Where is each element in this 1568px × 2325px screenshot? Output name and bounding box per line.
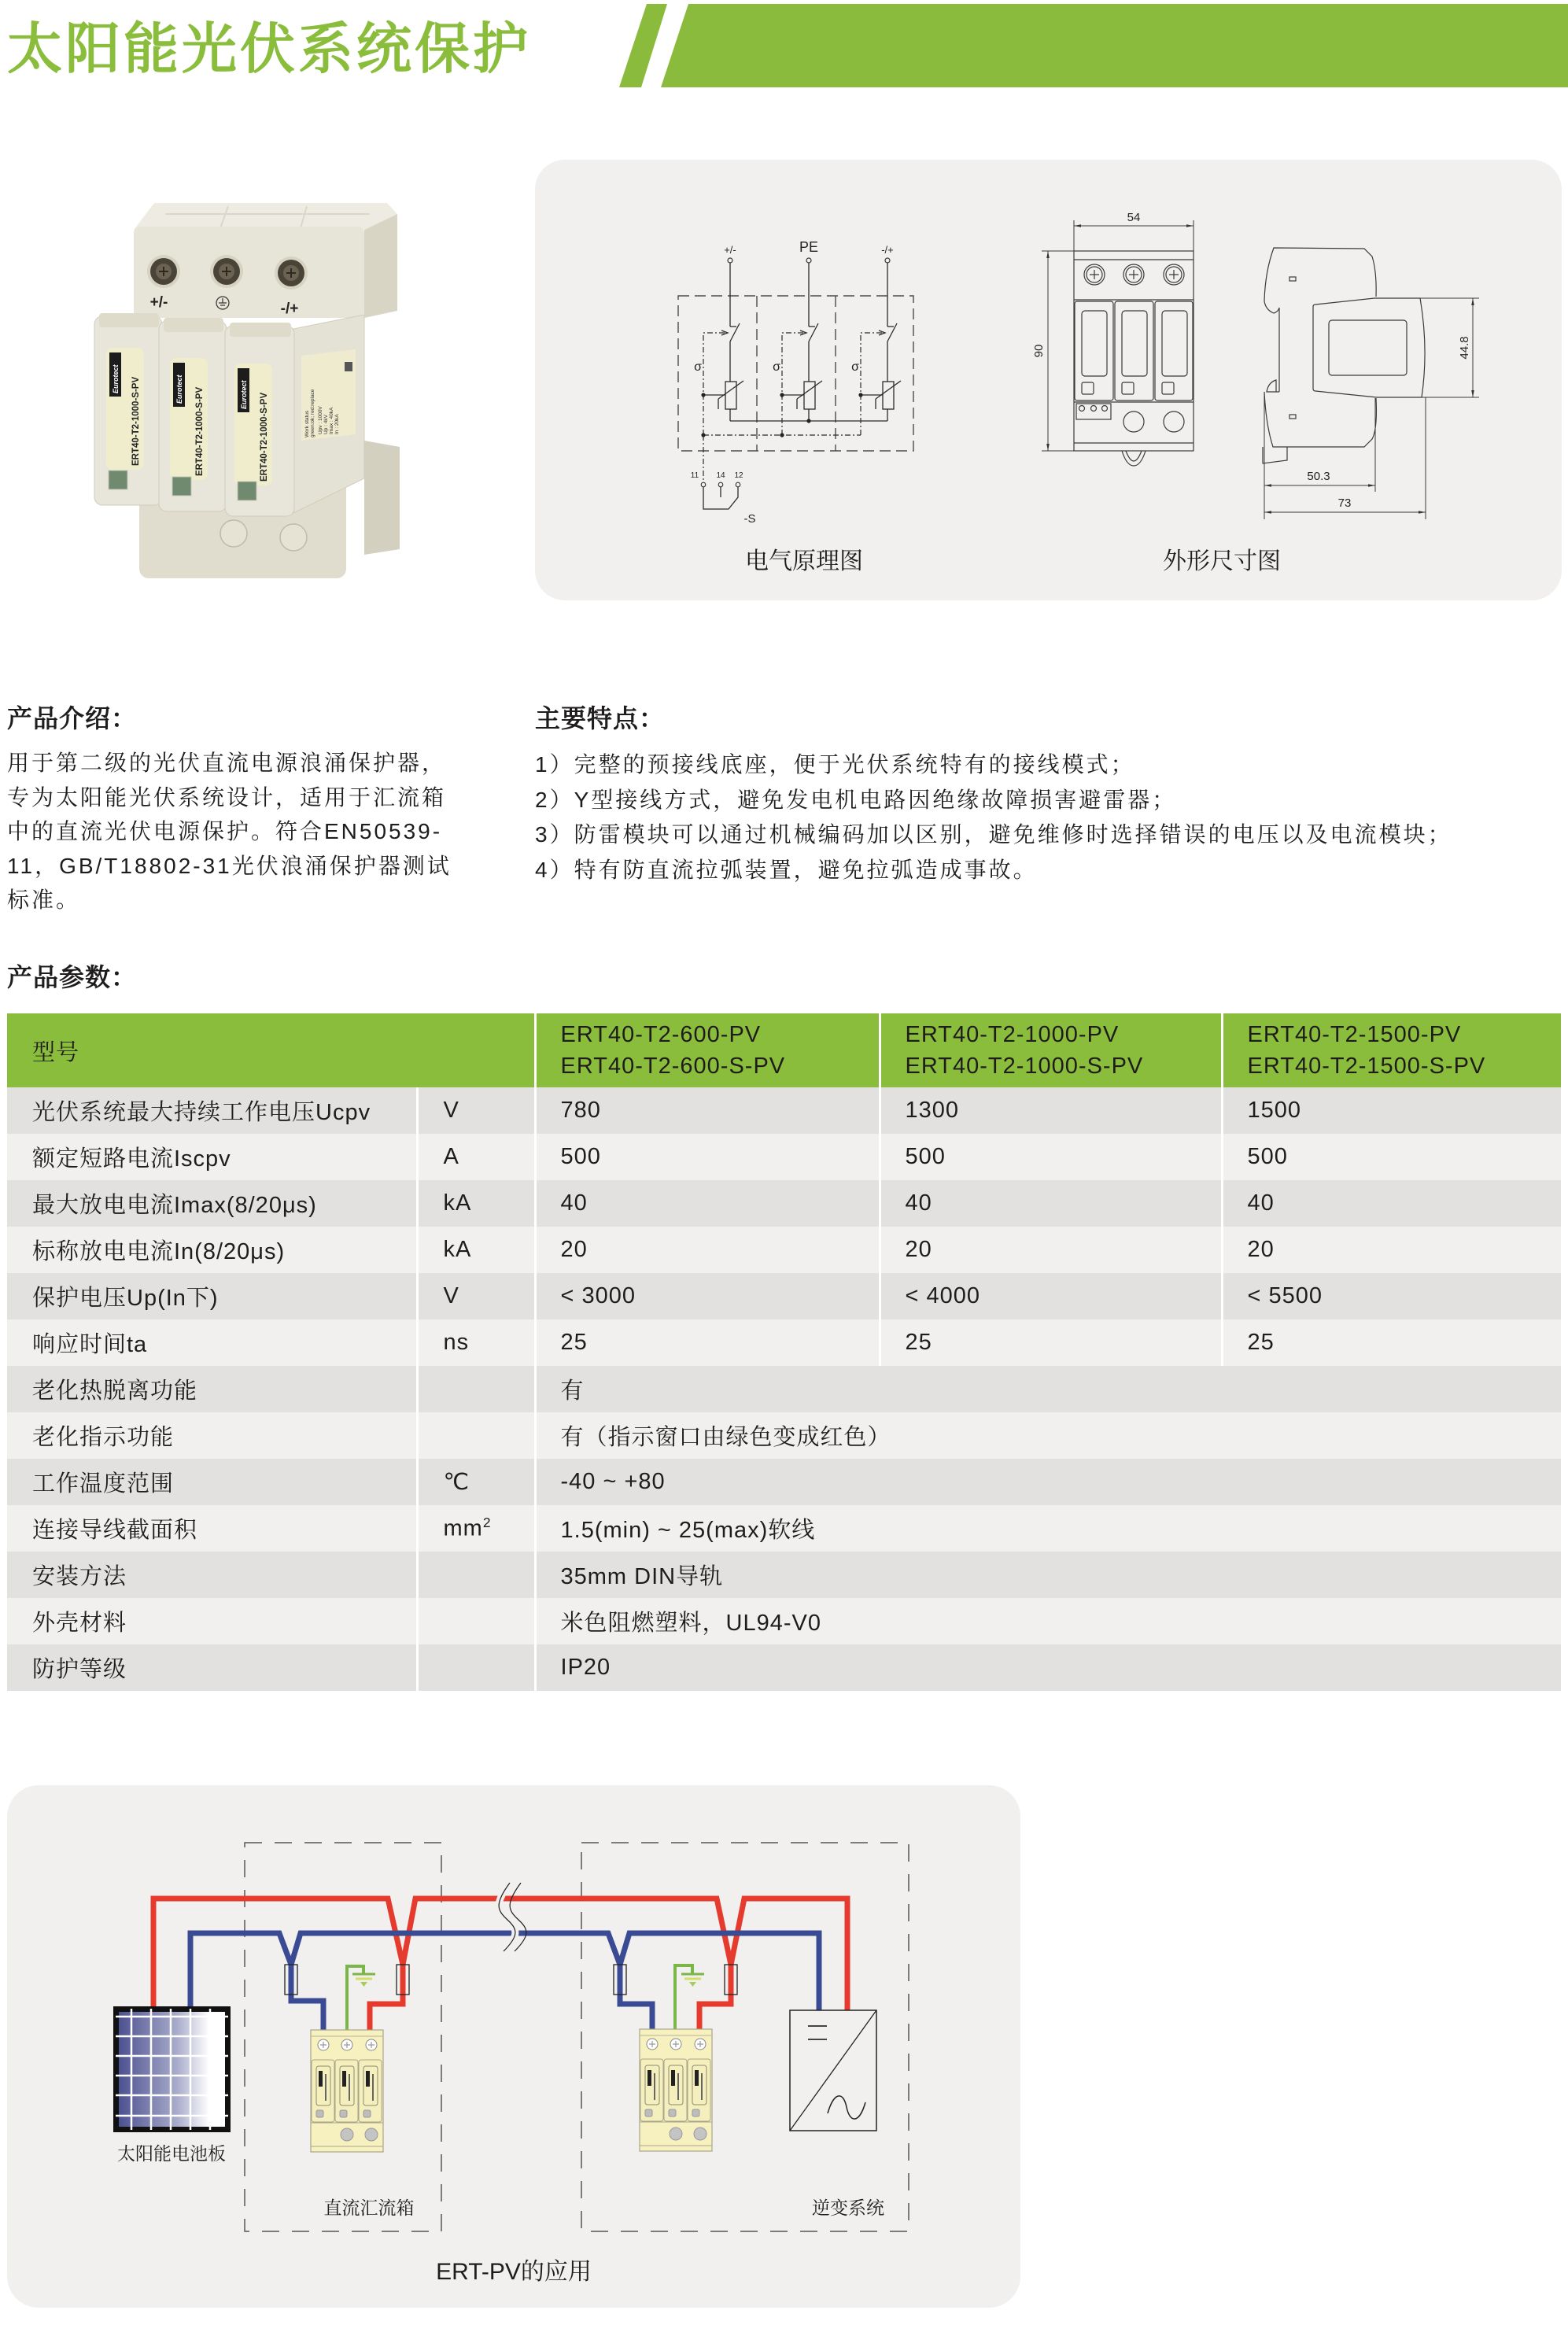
module-model-label: ERT40-T2-1000-S-PV — [195, 386, 205, 476]
param-unit — [417, 1412, 535, 1459]
model-name: ERT40-T2-600-PV — [560, 1022, 762, 1047]
param-label: 外壳材料 — [7, 1598, 417, 1644]
line-break-icon — [499, 1883, 526, 1951]
param-value: 米色阻燃塑料，UL94-V0 — [535, 1598, 1561, 1644]
param-value: 40 — [535, 1180, 880, 1227]
table-row — [7, 1644, 1561, 1691]
brand-label: Eurotect — [112, 364, 120, 393]
param-unit-superscript: 2 — [482, 1515, 492, 1531]
param-label: 老化热脱离功能 — [7, 1366, 417, 1412]
brand-label: Eurotect — [175, 375, 183, 404]
param-label: 最大放电电流Imax(8/20μs) — [7, 1180, 417, 1227]
qr-code-icon — [345, 362, 352, 371]
param-label: 连接导线截面积 — [7, 1505, 417, 1552]
terminal-screw-icon — [147, 255, 180, 288]
side-label-line: green:ok; red:replace — [310, 389, 315, 437]
param-value: 20 — [880, 1227, 1222, 1273]
table-row — [7, 1505, 1561, 1552]
param-label: 工作温度范围 — [7, 1459, 417, 1505]
side-label-line: Up : 4kV — [323, 415, 329, 434]
param-value: 25 — [1222, 1319, 1561, 1366]
solar-panel-icon — [113, 2006, 231, 2132]
model-name: ERT40-T2-1000-PV — [905, 1022, 1120, 1047]
table-row — [7, 1319, 1561, 1366]
dimension-depth-total: 73 — [1337, 496, 1352, 510]
sigma-label: σ — [694, 360, 702, 374]
param-value: 25 — [535, 1319, 880, 1366]
brand-label: Eurotect — [240, 380, 248, 409]
param-unit: ns — [417, 1319, 535, 1366]
table-row — [7, 1366, 1561, 1412]
combiner-box-label: 直流汇流箱 — [323, 2198, 415, 2218]
intro-heading: 产品介绍： — [7, 704, 138, 733]
spd-module — [159, 318, 227, 511]
side-label-line: Upv : 1000V — [318, 406, 323, 434]
feature-item: 2）Y型接线方式，避免发电机电路因绝缘故障损害避雷器； — [535, 787, 1177, 812]
header-accent-bar — [0, 0, 1568, 94]
dimension-drawing-side — [1263, 248, 1425, 463]
param-value: 20 — [535, 1227, 880, 1273]
features-heading: 主要特点： — [535, 704, 666, 733]
accent-stripe — [619, 4, 667, 87]
side-label-line: Work status — [304, 410, 310, 437]
spd-module — [94, 313, 162, 505]
param-unit: kA — [417, 1180, 535, 1227]
param-unit — [417, 1644, 535, 1691]
param-unit-base: mm — [443, 1515, 483, 1541]
param-value: 780 — [535, 1087, 880, 1134]
param-unit — [417, 1505, 535, 1552]
param-label: 防护等级 — [7, 1644, 417, 1691]
table-row — [7, 1227, 1561, 1273]
intro-text — [7, 746, 452, 917]
dimension-depth-body: 50.3 — [1307, 470, 1330, 483]
param-label: 光伏系统最大持续工作电压Ucpv — [7, 1087, 417, 1134]
table-row — [7, 1598, 1561, 1644]
feature-item: 4）特有防直流拉弧装置，避免拉弧造成事故。 — [535, 857, 1038, 882]
aux-contact-label: 14 — [716, 471, 725, 480]
features-list — [535, 747, 1452, 888]
page-title: 太阳能光伏系统保护 — [7, 18, 531, 79]
dimension-caption: 外形尺寸图 — [1163, 548, 1281, 574]
fuse-icon — [285, 1965, 737, 1995]
aux-contact-label: 11 — [690, 471, 699, 480]
param-unit: ℃ — [417, 1459, 535, 1505]
electrical-schematic — [535, 160, 1562, 600]
param-unit: V — [417, 1273, 535, 1319]
table-row — [7, 1087, 1561, 1134]
model-name: ERT40-T2-600-S-PV — [560, 1054, 786, 1079]
side-label-line: Imax : 40kA — [329, 407, 334, 434]
param-label: 额定短路电流Iscpv — [7, 1134, 417, 1180]
terminal-label-left: +/- — [149, 294, 168, 311]
sigma-label: σ — [773, 360, 780, 374]
param-value: 有（指示窗口由绿色变成红色） — [535, 1412, 1561, 1459]
table-row — [7, 1412, 1561, 1459]
model-name: ERT40-T2-1500-S-PV — [1247, 1054, 1486, 1079]
param-unit — [417, 1366, 535, 1412]
model-name: ERT40-T2-1000-S-PV — [905, 1054, 1144, 1079]
param-unit: kA — [417, 1227, 535, 1273]
param-value: IP20 — [535, 1644, 1561, 1691]
param-value: < 3000 — [535, 1273, 880, 1319]
terminal-label: +/- — [724, 244, 736, 256]
param-value: 40 — [880, 1180, 1222, 1227]
aux-contact-label: 12 — [734, 471, 743, 480]
param-value: 1500 — [1222, 1087, 1561, 1134]
param-label: 老化指示功能 — [7, 1412, 417, 1459]
param-label: 标称放电电流In(8/20μs) — [7, 1227, 417, 1273]
param-value: 20 — [1222, 1227, 1561, 1273]
param-unit: V — [417, 1087, 535, 1134]
terminal-screw-icon — [275, 256, 308, 290]
param-value: -40 ~ +80 — [535, 1459, 1561, 1505]
table-row — [7, 1273, 1561, 1319]
dimension-front-height: 44.8 — [1458, 336, 1471, 360]
param-unit — [417, 1552, 535, 1598]
aux-switch-label: -S — [743, 512, 756, 526]
param-value: 500 — [535, 1134, 880, 1180]
intro-line: 中的直流光伏电源保护。符合EN50539- — [7, 819, 443, 843]
param-label: 保护电压Up(In下) — [7, 1273, 417, 1319]
param-value: 500 — [880, 1134, 1222, 1180]
product-photo — [79, 197, 433, 582]
param-value: 1.5(min) ~ 25(max)软线 — [535, 1505, 1561, 1552]
feature-item: 1）完整的预接线底座，便于光伏系统特有的接线模式； — [535, 752, 1135, 777]
param-unit — [417, 1598, 535, 1644]
sigma-label: σ — [851, 360, 859, 374]
screw-icon — [1084, 264, 1105, 285]
dimension-drawing-front — [1074, 251, 1194, 466]
terminal-screw-icon — [210, 255, 243, 288]
table-row — [7, 1552, 1561, 1598]
param-value: < 4000 — [880, 1273, 1222, 1319]
param-value: 有 — [535, 1366, 1561, 1412]
param-value: 25 — [880, 1319, 1222, 1366]
intro-line: 专为太阳能光伏系统设计，适用于汇流箱 — [7, 784, 447, 810]
spd-module — [225, 323, 294, 516]
param-label: 响应时间ta — [7, 1319, 417, 1366]
intro-line: 用于第二级的光伏直流电源浪涌保护器， — [7, 751, 447, 775]
param-label: 安装方法 — [7, 1552, 417, 1598]
spd-device-icon — [640, 2029, 712, 2151]
params-table — [7, 1013, 1561, 1691]
module-model-label: ERT40-T2-1000-S-PV — [131, 376, 141, 466]
screw-icon — [1123, 264, 1144, 285]
table-header-row — [7, 1013, 1561, 1087]
header-model-label: 型号 — [7, 1013, 535, 1087]
params-heading: 产品参数： — [7, 963, 138, 991]
param-value: 500 — [1222, 1134, 1561, 1180]
terminal-label-right: -/+ — [280, 301, 299, 317]
header-model-cell — [535, 1013, 880, 1087]
param-value: < 5500 — [1222, 1273, 1561, 1319]
dimension-height: 90 — [1032, 344, 1046, 358]
model-name: ERT40-T2-1500-PV — [1247, 1022, 1462, 1047]
param-value: 1300 — [880, 1087, 1222, 1134]
surge-module-symbol — [773, 263, 822, 435]
param-value: 40 — [1222, 1180, 1561, 1227]
table-row — [7, 1180, 1561, 1227]
surge-module-symbol — [851, 263, 901, 435]
terminal-label: -/+ — [881, 244, 894, 256]
screw-icon — [1164, 264, 1184, 285]
intro-line: 11，GB/T18802-31光伏浪涌保护器测试 — [7, 853, 452, 878]
application-caption: ERT-PV的应用 — [436, 2259, 592, 2285]
schematic-caption: 电气原理图 — [745, 548, 863, 574]
application-diagram — [7, 1785, 1020, 2308]
param-unit: A — [417, 1134, 535, 1180]
module-model-label: ERT40-T2-1000-S-PV — [260, 392, 269, 482]
table-row — [7, 1134, 1561, 1180]
inverter-icon — [790, 2010, 876, 2131]
dimension-width: 54 — [1127, 211, 1141, 224]
feature-item: 3）防雷模块可以通过机械编码加以区别，避免维修时选择错误的电压以及电流模块； — [535, 822, 1452, 847]
spd-device-icon — [311, 2030, 383, 2152]
side-label-line: In : 20kA — [334, 414, 340, 434]
header-model-cell — [1222, 1013, 1561, 1087]
header-model-cell — [880, 1013, 1222, 1087]
param-value: 35mm DIN导轨 — [535, 1552, 1561, 1598]
inverter-system-label: 逆变系统 — [812, 2198, 884, 2218]
solar-panel-label: 太阳能电池板 — [117, 2143, 226, 2164]
intro-line: 标准。 — [7, 888, 81, 912]
terminal-label: PE — [799, 239, 819, 255]
surge-module-symbol — [694, 263, 743, 435]
table-row — [7, 1459, 1561, 1505]
accent-banner — [661, 4, 1568, 87]
